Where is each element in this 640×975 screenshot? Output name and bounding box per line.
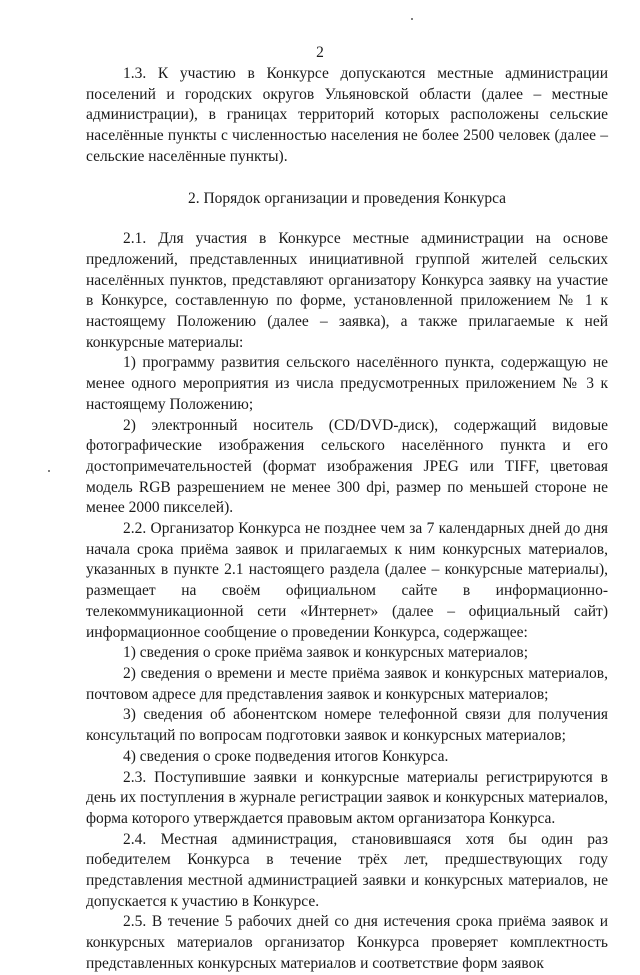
section-heading: 2. Порядок организации и проведения Конкурса	[187, 189, 507, 207]
scan-speck	[48, 470, 50, 472]
paragraph-2-4: 2.4. Местная администрация, становившаяся хотя бы один раз победителем Конкурса в течение трёх лет, предшествующих году представления местной администрацией заявки и конкурсных материалов, не допускается к участию в Конкурсе.	[86, 830, 608, 910]
list-item: 1) сведения о сроке приёма заявок и конкурсных материалов;	[123, 644, 528, 662]
paragraph-1-3: 1.3. К участию в Конкурсе допускаются местные администрации поселений и городских округов Ульяновской области (далее – местные администрации), в границах территорий которых расположены сельские населённые пункты с численностью населения не более 2500 человек (далее – сельские населённые пункты).	[86, 65, 608, 165]
list-item: 2) сведения о времени и месте приёма заявок и конкурсных материалов, почтовом адресе для представления заявок и конкурсных материалов;	[86, 664, 608, 703]
list-item: 3) сведения об абонентском номере телефонной связи для получения консультаций по вопросам подготовки заявок и конкурсных материалов;	[86, 706, 608, 745]
list-item: 4) сведения о сроке подведения итогов Конкурса.	[123, 747, 449, 765]
list-item: 2) электронный носитель (CD/DVD-диск), содержащий видовые фотографические изображения сельского населённого пункта и его достопримечательностей (формат изображения JPEG или TIFF, цветовая модель RGB разрешением не менее 300 dpi, размер по меньшей стороне не менее 2000 пикселей).	[86, 416, 608, 517]
paragraph-2-5: 2.5. В течение 5 рабочих дней со дня истечения срока приёма заявок и конкурсных материалов организатор Конкурса проверяет комплектность представленных конкурсных материалов и соответствие форм заявок	[86, 913, 608, 972]
document-body	[86, 64, 608, 975]
list-item: 1) программу развития сельского населённого пункта, содержащую не менее одного мероприятия из числа предусмотренных приложением № 3 к настоящему Положению;	[86, 354, 608, 413]
paragraph-2-3: 2.3. Поступившие заявки и конкурсные материалы регистрируются в день их поступления в журнале регистрации заявок и конкурсных материалов, форма которого утверждается правовым актом организатора Конкурса.	[86, 768, 608, 827]
paragraph-2-1: 2.1. Для участия в Конкурсе местные администрации на основе предложений, представленных инициативной группой жителей сельских населённых пунктов, представляют организатору Конкурса заявку на участие в Конкурсе, составленную по форме, установленной приложением № 1 к настоящему Положению (далее – заявка), а также прилагаемые к ней конкурсные материалы:	[86, 230, 608, 351]
paragraph-2-2: 2.2. Организатор Конкурса не позднее чем за 7 календарных дней до дня начала срока приёма заявок и прилагаемых к ним конкурсных материалов, указанных в пункте 2.1 настоящего раздела (далее – конкурсные материалы), размещает на своём официальном сайте в информационно-телекоммуникационной сети «Интернет» (далее – официальный сайт) информационное сообщение о проведении Конкурса, содержащее:	[86, 520, 608, 641]
scan-speck	[411, 18, 413, 20]
page-number: 2	[316, 44, 324, 61]
